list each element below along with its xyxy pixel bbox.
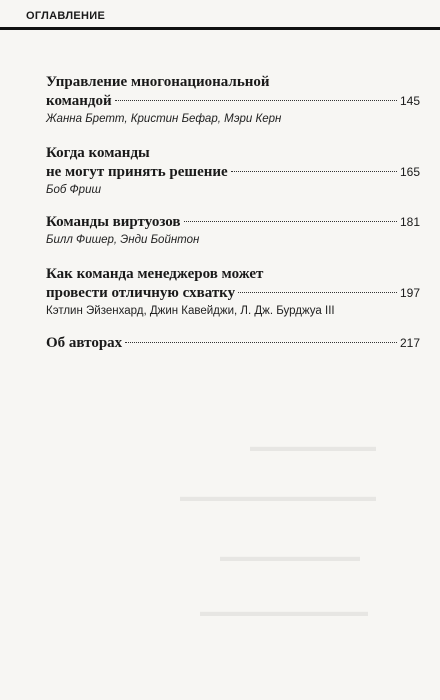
dot-leader — [115, 100, 397, 101]
entry-authors: Кэтлин Эйзенхард, Джин Кавейджи, Л. Дж. Бурджуа III — [46, 305, 335, 317]
entry-authors: Билл Фишер, Энди Бойнтон — [46, 234, 200, 246]
entry-title: Об авторах — [46, 335, 123, 351]
entry-title: Как команда менеджеров может — [46, 266, 264, 282]
dot-leader — [184, 221, 397, 222]
entry-title: Команды виртуозов — [46, 214, 181, 230]
entry-leader-line — [46, 164, 420, 181]
toc-entry[interactable] — [46, 335, 420, 352]
show-through-text: ▬▬▬▬▬▬▬▬▬ — [250, 440, 376, 455]
entry-title: командой — [46, 93, 112, 109]
page-number: 197 — [399, 286, 420, 300]
entry-leader-line — [46, 214, 420, 231]
running-head: ОГЛАВЛЕНИЕ — [26, 10, 106, 22]
show-through-text: ▬▬▬▬▬▬▬▬▬▬▬▬▬▬ — [180, 490, 376, 505]
entry-title: провести отличную схватку — [46, 285, 236, 301]
entry-leader-line — [46, 285, 420, 302]
show-through-text: ▬▬▬▬▬▬▬▬▬▬▬▬ — [200, 605, 368, 620]
page-number: 165 — [399, 165, 420, 179]
table-of-contents — [46, 72, 420, 352]
dot-leader — [125, 342, 397, 343]
entry-leader-line — [46, 93, 420, 110]
entry-title: Управление многонациональной — [46, 74, 270, 90]
entry-leader-line — [46, 335, 420, 352]
dot-leader — [238, 292, 397, 293]
header-rule — [0, 27, 440, 30]
show-through-text: ▬▬▬▬▬▬▬▬▬▬ — [220, 550, 360, 565]
entry-title: Когда команды — [46, 145, 150, 161]
page-number: 145 — [399, 94, 420, 108]
entry-authors: Жанна Бретт, Кристин Бефар, Мэри Керн — [46, 113, 282, 125]
page-number: 181 — [399, 215, 420, 229]
page-number: 217 — [399, 336, 420, 350]
dot-leader — [231, 171, 397, 172]
toc-entry[interactable] — [46, 264, 420, 317]
entry-authors: Боб Фриш — [46, 184, 102, 196]
entry-title: не могут принять решение — [46, 164, 228, 180]
toc-entry[interactable] — [46, 143, 420, 196]
toc-entry[interactable] — [46, 214, 420, 246]
toc-entry[interactable] — [46, 72, 420, 125]
